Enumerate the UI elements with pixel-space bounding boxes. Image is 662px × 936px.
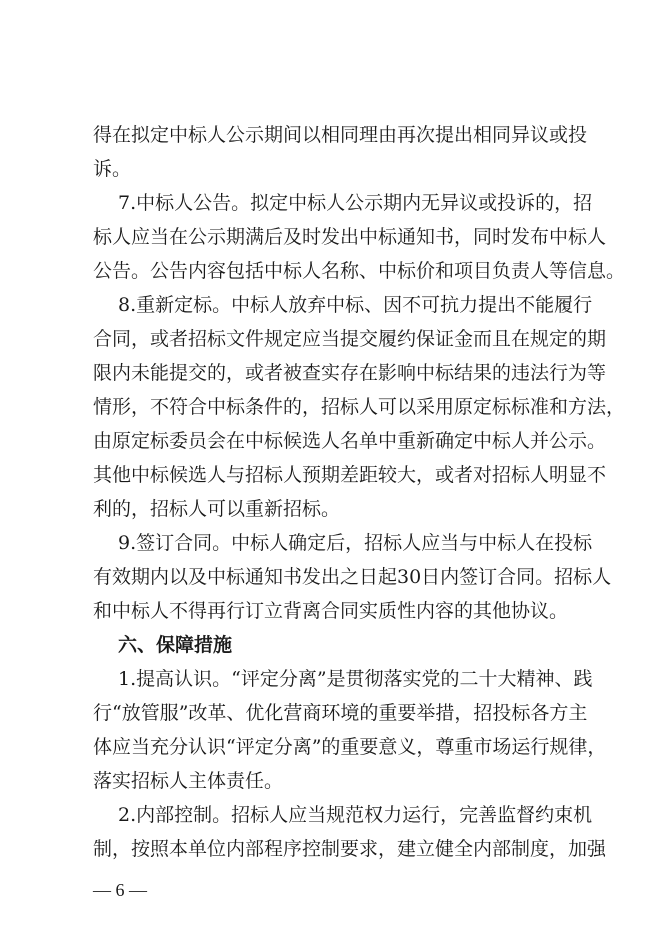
text-line: 利的，招标人可以重新招标。 xyxy=(93,498,341,520)
text-line: 8.重新定标。中标人放弃中标、因不可抗力提出不能履行 xyxy=(118,294,593,316)
text-line: 其他中标候选人与招标人预期差距较大，或者对招标人明显不 xyxy=(93,464,607,486)
text-line: 由原定标委员会在中标候选人名单中重新确定中标人并公示。 xyxy=(93,430,607,452)
text-line: 和中标人不得再行订立背离合同实质性内容的其他协议。 xyxy=(93,600,569,622)
text-line: 7.中标人公告。拟定中标人公示期内无异议或投诉的，招 xyxy=(118,192,593,214)
text-line: 制，按照本单位内部程序控制要求，建立健全内部制度，加强 xyxy=(93,838,607,860)
text-line: 情形，不符合中标条件的，招标人可以采用原定标标准和方法， xyxy=(93,396,626,418)
text-line: 合同，或者招标文件规定应当提交履约保证金而且在规定的期 xyxy=(93,328,607,350)
text-line: 标人应当在公示期满后及时发出中标通知书，同时发布中标人 xyxy=(93,226,607,248)
text-line: 诉。 xyxy=(93,158,132,180)
text-line: 行“放管服”改革、优化营商环境的重要举措，招投标各方主 xyxy=(93,702,588,724)
text-line: 2.内部控制。招标人应当规范权力运行，完善监督约束机 xyxy=(118,804,593,826)
page-number: — 6 — xyxy=(93,880,147,900)
text-line: 有效期内以及中标通知书发出之日起30日内签订合同。招标人 xyxy=(93,566,612,588)
text-line: 公告。公告内容包括中标人名称、中标价和项目负责人等信息。 xyxy=(93,260,626,282)
text-line: 1.提高认识。“评定分离”是贯彻落实党的二十大精神、践 xyxy=(118,668,593,690)
text-line: 体应当充分认识“评定分离”的重要意义，尊重市场运行规律， xyxy=(93,736,607,758)
text-line: 得在拟定中标人公示期间以相同理由再次提出相同异议或投 xyxy=(93,124,588,146)
text-line: 限内未能提交的，或者被查实存在影响中标结果的违法行为等 xyxy=(93,362,607,384)
text-line: 9.签订合同。中标人确定后，招标人应当与中标人在投标 xyxy=(118,532,593,554)
text-line: 落实招标人主体责任。 xyxy=(93,770,284,792)
section-heading: 六、保障措施 xyxy=(118,634,233,656)
